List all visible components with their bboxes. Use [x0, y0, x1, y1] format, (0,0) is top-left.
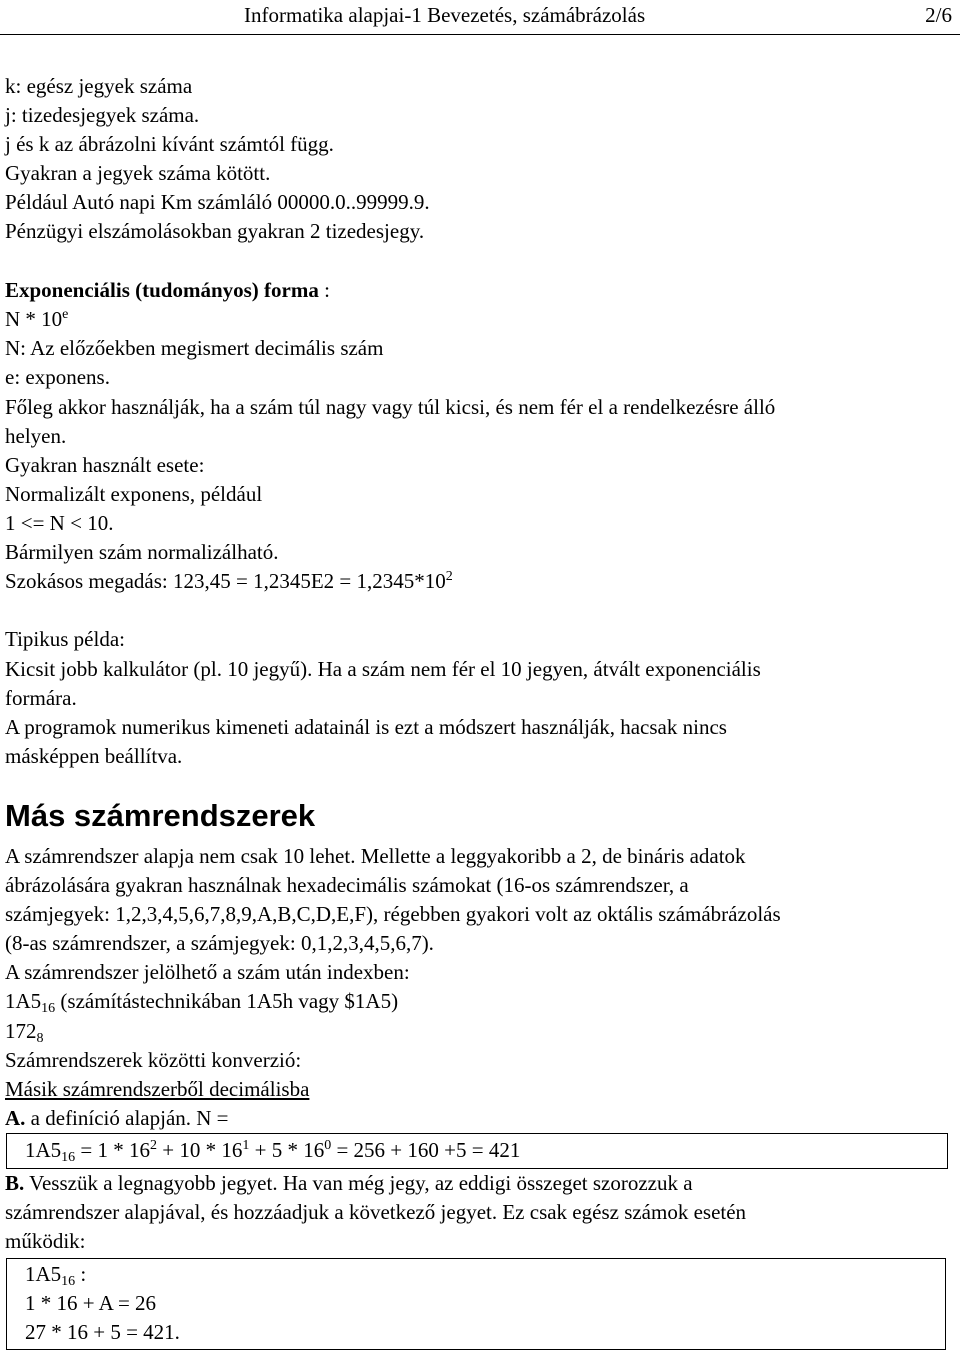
formula-part: : [75, 1262, 87, 1286]
oct-base: 172 [5, 1019, 37, 1043]
scientific-notation-example [5, 567, 453, 595]
text-line: formára. [5, 686, 77, 710]
formula-part: = 256 + 160 +5 = 421 [331, 1138, 521, 1162]
method-b-line [5, 1169, 693, 1197]
hex-base: 1A5 [5, 989, 42, 1013]
formula-subscript: 16 [61, 1150, 76, 1165]
text-line: A számrendszer alapja nem csak 10 lehet. Mellette a leggyakoribb a 2, de bináris adatok [5, 844, 746, 868]
formula-box-a-text [25, 1136, 520, 1164]
text-line: működik: [5, 1229, 86, 1253]
oct-subscript: 8 [36, 1031, 44, 1046]
page-header [0, 0, 960, 34]
formula-base: N * 10 [5, 307, 63, 331]
method-a-label: A. [5, 1106, 26, 1130]
formula-part: 1A5 [25, 1262, 62, 1286]
exponential-form-title-colon: : [318, 278, 330, 302]
conversion-subheading: Másik számrendszerből decimálisba [5, 1077, 310, 1101]
formula-box-b [6, 1258, 946, 1350]
formula-subscript: 16 [61, 1274, 76, 1289]
header-title: Informatika alapjai-1 Bevezetés, számábrázolás [244, 3, 646, 27]
text-line: Számrendszerek közötti konverzió: [5, 1048, 302, 1072]
text-line: 1 <= N < 10. [5, 511, 114, 535]
text-line: e: exponens. [5, 365, 110, 389]
text-line: Tipikus példa: [5, 627, 125, 651]
text-line: Bármilyen szám normalizálható. [5, 540, 279, 564]
text-line: (8-as számrendszer, a számjegyek: 0,1,2,3,4,5,6,7). [5, 931, 434, 955]
exponential-form-title-bold: Exponenciális (tudományos) forma [5, 278, 319, 302]
formula-box-a [6, 1133, 948, 1169]
formula-part: = 1 * 16 [75, 1138, 151, 1162]
hex-note: (számítástechnikában 1A5h vagy $1A5) [55, 989, 399, 1013]
formula-part: + 10 * 16 [157, 1138, 243, 1162]
text-line: Gyakran használt esete: [5, 453, 205, 477]
text-line: A programok numerikus kimeneti adatainál is ezt a módszert használják, hacsak nincs [5, 715, 727, 739]
text-line: számjegyek: 1,2,3,4,5,6,7,8,9,A,B,C,D,E,F), régebben gyakori volt az oktális számábrázolás [5, 902, 781, 926]
text-line: A számrendszer jelölhető a szám után indexben: [5, 960, 410, 984]
text-line: k: egész jegyek száma [5, 74, 193, 98]
formula-exponent: e [62, 307, 69, 322]
formula-part: + 5 * 16 [249, 1138, 325, 1162]
exponential-form-title [5, 276, 330, 304]
oct-notation-line [5, 1017, 44, 1045]
text-line: j és k az ábrázolni kívánt számtól függ. [5, 132, 334, 156]
formula-exponent: 1 [242, 1138, 250, 1153]
text-line: Gyakran a jegyek száma kötött. [5, 161, 271, 185]
text-line: Például Autó napi Km számláló 00000.0..99999.9. [5, 190, 430, 214]
formula-box-b-line: 1 * 16 + A = 26 [25, 1291, 157, 1315]
hex-notation-line [5, 987, 398, 1015]
section-heading: Más számrendszerek [5, 798, 316, 833]
method-b-text: Vesszük a legnagyobb jegyet. Ha van még jegy, az eddigi összeget szorozzuk a [24, 1171, 693, 1195]
exponential-formula [5, 305, 68, 333]
text-line: Pénzügyi elszámolásokban gyakran 2 tizedesjegy. [5, 219, 425, 243]
formula-exponent: 2 [150, 1138, 158, 1153]
formula-part: 1A5 [25, 1138, 62, 1162]
text-line: másképpen beállítva. [5, 744, 183, 768]
text-line: N: Az előzőekben megismert decimális szám [5, 336, 384, 360]
header-page-number: 2/6 [925, 3, 952, 27]
text-line: számrendszer alapjával, és hozzáadjuk a következő jegyet. Ez csak egész számok esetén [5, 1200, 747, 1224]
text-line: ábrázolására gyakran használnak hexadecimális számokat (16-os számrendszer, a [5, 873, 689, 897]
text-line: helyen. [5, 424, 67, 448]
hex-subscript: 16 [41, 1001, 56, 1016]
example-exponent: 2 [445, 569, 453, 584]
example-text: Szokásos megadás: 123,45 = 1,2345E2 = 1,2345*10 [5, 569, 446, 593]
formula-box-b-line [25, 1260, 86, 1288]
text-line: Normalizált exponens, például [5, 482, 263, 506]
method-a-line [5, 1104, 229, 1132]
header-rule [0, 34, 960, 35]
method-a-text: a definíció alapján. N = [25, 1106, 229, 1130]
text-line: j: tizedesjegyek száma. [5, 103, 200, 127]
text-line: Kicsit jobb kalkulátor (pl. 10 jegyű). Ha a szám nem fér el 10 jegyen, átvált exponenciális [5, 657, 761, 681]
text-line: Főleg akkor használják, ha a szám túl nagy vagy túl kicsi, és nem fér el a rendelkezésre álló [5, 395, 776, 419]
formula-box-b-line: 27 * 16 + 5 = 421. [25, 1320, 180, 1344]
formula-exponent: 0 [324, 1138, 332, 1153]
method-b-label: B. [5, 1171, 25, 1195]
